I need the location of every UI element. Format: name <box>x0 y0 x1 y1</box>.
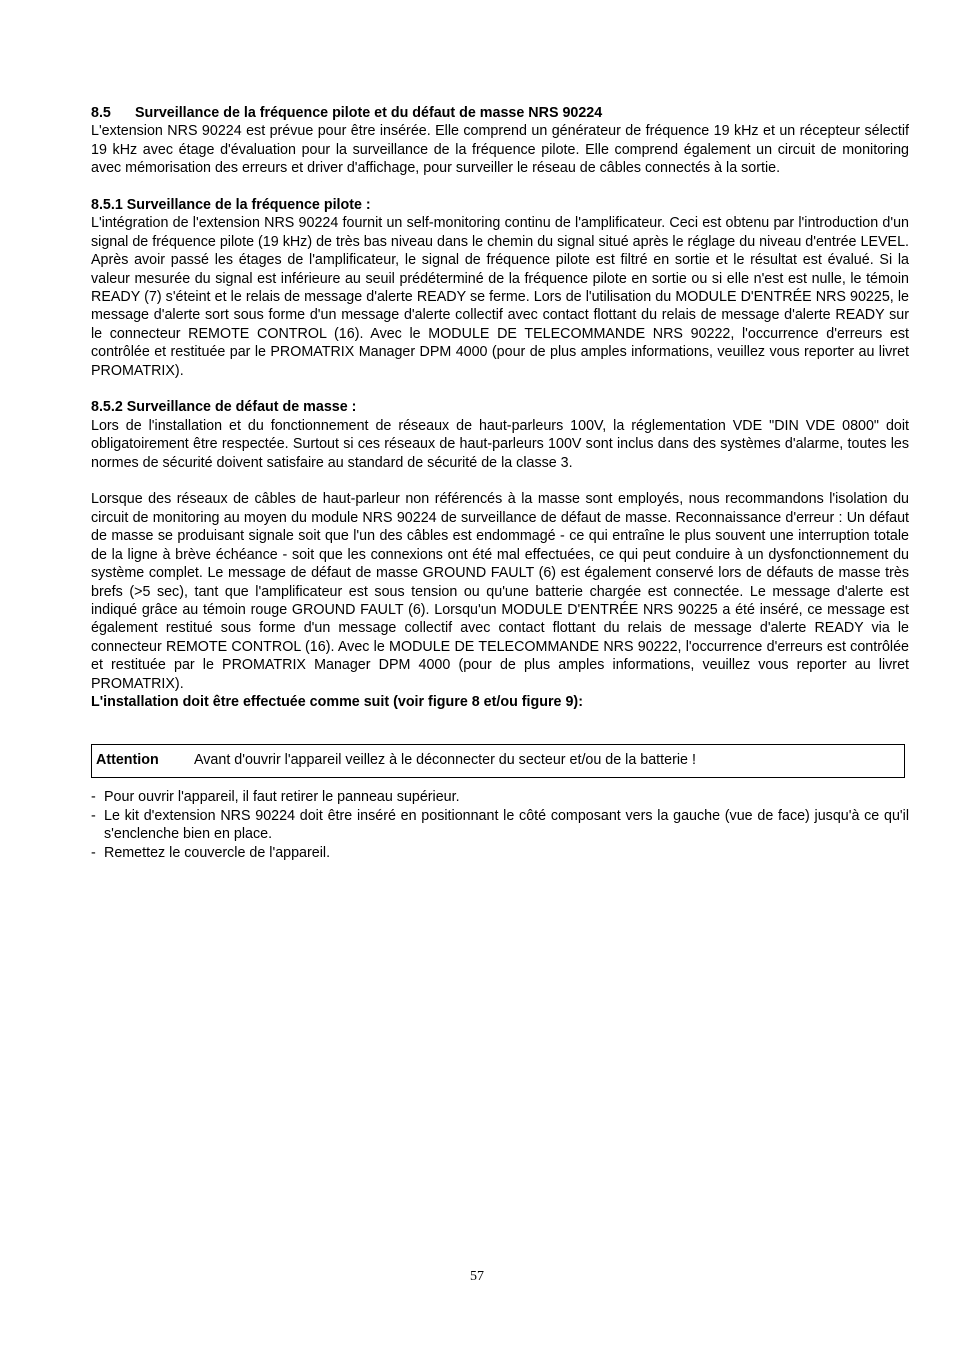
subsection-2-body-1: Lors de l'installation et du fonctionnement de réseaux de haut-parleurs 100V, la réglementation VDE "DIN VDE 0800" doit obligatoirement être respectée. Surtout si ces réseaux de haut-parleurs 100V sont inclus dans des systèmes d'alarme, toutes les normes de sécurité doivent satisfaire au standard de sécurité de la classe 3. <box>91 417 909 471</box>
document-page <box>91 104 909 862</box>
section-intro: L'extension NRS 90224 est prévue pour être insérée. Elle comprend un générateur de fréquence 19 kHz et un récepteur sélectif 19 kHz avec étage d'évaluation pour la surveillance de la fréquence pilote. Elle comprend également un circuit de monitoring avec mémorisation des erreurs et driver d'affichage, pour surveiller le réseau de câbles connectés à la sortie. <box>91 123 909 177</box>
installation-note: L'installation doit être effectuée comme suit (voir figure 8 et/ou figure 9): <box>91 693 583 710</box>
installation-steps <box>91 788 909 862</box>
section-number: 8.5 <box>91 105 111 121</box>
section-heading <box>91 104 909 122</box>
section-title: Surveillance de la fréquence pilote et du défaut de masse NRS 90224 <box>135 105 603 121</box>
list-item: - Le kit d'extension NRS 90224 doit être inséré en positionnant le côté composant vers la gauche (vue de face) jusqu'à ce qu'il s'enclenche bien en place. <box>91 807 909 844</box>
subsection-2-heading: 8.5.2 Surveillance de défaut de masse : <box>91 399 357 416</box>
attention-text: Avant d'ouvrir l'appareil veillez à le déconnecter du secteur et/ou de la batterie ! <box>194 752 696 769</box>
page-number: 57 <box>470 1269 484 1284</box>
subsection-2-body-2: Lorsque des réseaux de câbles de haut-parleur non référencés à la masse sont employés, nous recommandons l'isolation du circuit de monitoring au moyen du module NRS 90224 de surveillance de défaut de masse. Reconnaissance d'erreur : Un défaut de masse se produisant signale soit que l'un des câbles est endommagé - ce qui entraîne le plus souvent une interruption totale de la ligne à brève échéance - soit que les connexions ont été mal effectuées, ce qui peut conduire à un dysfonctionnement du système complet. Le message de défaut de masse GROUND FAULT (6) est également conservé lors de défauts de masse très brefs (>5 sec), tant que l'amplificateur est sous tension ou qu'une batterie chargée est connectée. Le message d'alerte est indiqué grâce au témoin rouge GROUND FAULT (6). Lorsqu'un MODULE D'ENTRÉE NRS 90225 a été inséré, ce message est également restitué sous forme d'un message collectif avec contact flottant du relais de message d'alerte READY via le connecteur REMOTE CONTROL (16). Avec le MODULE DE TELECOMMANDE NRS 90222, l'occurrence d'erreurs est contrôlée et restituée par le PROMATRIX Manager DPM 4000 (pour de plus amples informations, veuillez vous reporter au livret PROMATRIX). <box>91 491 909 692</box>
subsection-1-body: L'intégration de l'extension NRS 90224 fournit un self-monitoring continu de l'amplificateur. Ceci est obtenu par l'introduction d'un signal de fréquence pilote (19 kHz) de très bas niveau dans le chemin du signal situé après le réglage du niveau d'entrée LEVEL. Après avoir passé les étages de l'amplificateur, le signal de fréquence pilote est filtré en sortie et le résultat est évalué. Si la valeur mesurée du signal est inférieure au seuil prédéterminé de la fréquence pilote en sortie ou si elle n'est est nulle, le témoin READY (7) s'éteint et le relais de message d'alerte READY se ferme. Lors de l'utilisation du MODULE D'ENTRÉE NRS 90225, le message d'alerte sort sous forme d'un message d'alerte collectif avec contact flottant du relais de message d'alerte READY sur le connecteur REMOTE CONTROL (16). Avec le MODULE DE TELECOMMANDE NRS 90222, l'occurrence d'erreurs est contrôlée et restituée par le PROMATRIX Manager DPM 4000 (pour de plus amples informations, veuillez vous reporter au livret PROMATRIX). <box>91 215 909 379</box>
attention-box <box>91 744 905 778</box>
list-item: - Pour ouvrir l'appareil, il faut retirer le panneau supérieur. <box>91 788 909 806</box>
attention-label: Attention <box>96 752 159 769</box>
list-item: - Remettez le couvercle de l'appareil. <box>91 844 909 862</box>
subsection-1-heading: 8.5.1 Surveillance de la fréquence pilote : <box>91 197 371 214</box>
